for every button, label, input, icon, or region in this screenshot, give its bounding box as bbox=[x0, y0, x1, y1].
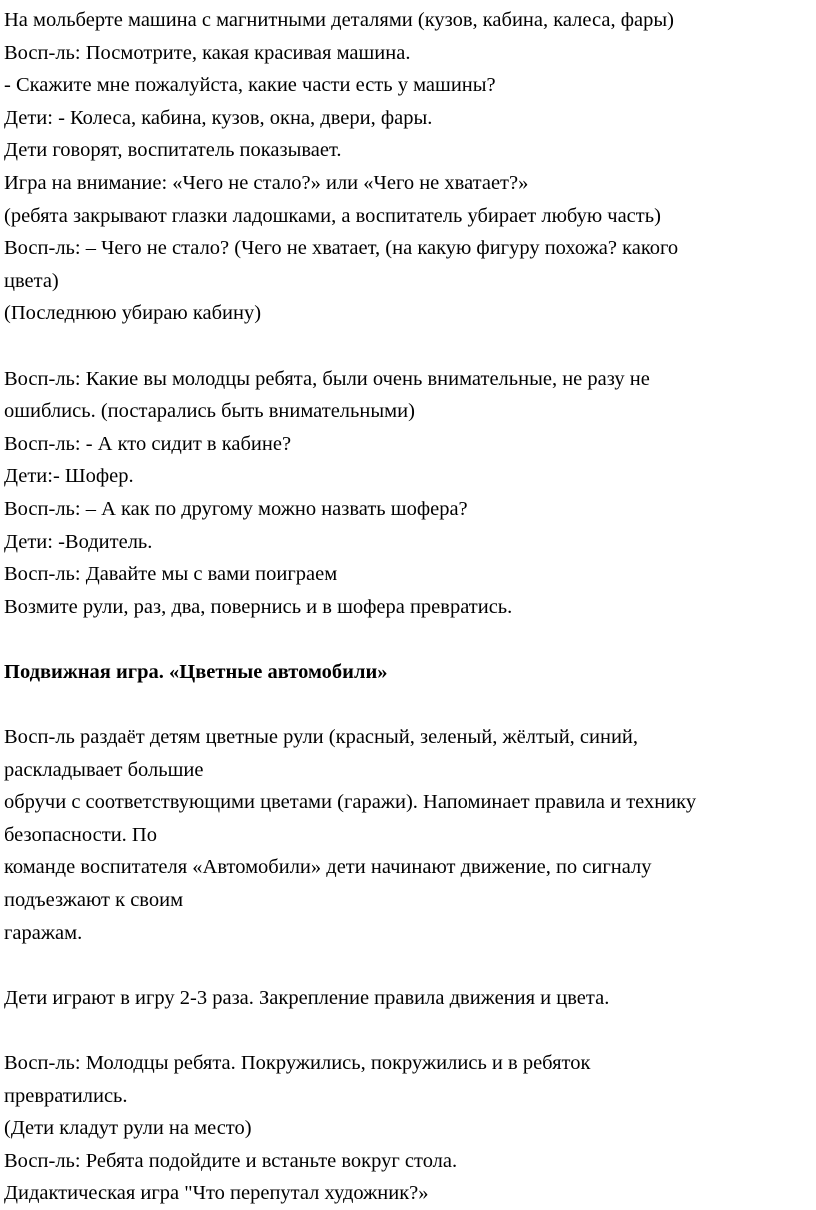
text-line: Дети:- Шофер. bbox=[4, 465, 134, 488]
text-line: Восп-ль: Какие вы молодцы ребята, были очень внимательные, не разу не bbox=[4, 367, 650, 390]
text-line: раскладывает большие bbox=[4, 758, 204, 781]
text-line: Восп-ль раздаёт детям цветные рули (красный, зеленый, жёлтый, синий, bbox=[4, 726, 639, 749]
text-line: цвета) bbox=[4, 269, 59, 292]
text-line: Восп-ль: Давайте мы с вами поиграем bbox=[4, 563, 338, 586]
text-line: Восп-ль: – А как по другому можно назвать шофера? bbox=[4, 497, 468, 520]
blank-line bbox=[4, 949, 810, 982]
text-line: Восп-ль: – Чего не стало? (Чего не хватает, (на какую фигуру похожа? какого bbox=[4, 237, 679, 260]
text-line: Возмите рули, раз, два, повернись и в шофера превратись. bbox=[4, 595, 513, 618]
text-line: подъезжают к своим bbox=[4, 889, 184, 912]
text-line: Дети играют в игру 2-3 раза. Закрепление правила движения и цвета. bbox=[4, 986, 610, 1009]
text-line: безопасности. По bbox=[4, 823, 157, 846]
text-line: превратились. bbox=[4, 1084, 128, 1107]
text-line: обручи с соответствующими цветами (гаражи). Напоминает правила и технику bbox=[4, 791, 697, 814]
text-line: Дети: - Колеса, кабина, кузов, окна, двери, фары. bbox=[4, 106, 433, 129]
text-line: Восп-ль: - А кто сидит в кабине? bbox=[4, 432, 292, 455]
text-line: Дети говорят, воспитатель показывает. bbox=[4, 139, 342, 162]
text-line: (Последнюю убираю кабину) bbox=[4, 302, 262, 325]
text-line: Дидактическая игра "Что перепутал художник?» bbox=[4, 1182, 429, 1205]
text-line: ошиблись. (постарались быть внимательными) bbox=[4, 400, 415, 423]
text-line: (Дети кладут рули на место) bbox=[4, 1117, 252, 1140]
text-line: Восп-ль: Посмотрите, какая красивая машина. bbox=[4, 41, 411, 64]
text-line: (ребята закрывают глазки ладошками, а воспитатель убирает любую часть) bbox=[4, 204, 661, 227]
text-line: Игра на внимание: «Чего не стало?» или «Чего не хватает?» bbox=[4, 171, 529, 194]
text-line: Дети: -Водитель. bbox=[4, 530, 153, 553]
blank-line bbox=[4, 1014, 810, 1047]
text-line: команде воспитателя «Автомобили» дети начинают движение, по сигналу bbox=[4, 856, 652, 879]
blank-line bbox=[4, 623, 810, 656]
document-page bbox=[4, 4, 810, 1210]
text-line: Восп-ль: Ребята подойдите и встаньте вокруг стола. bbox=[4, 1149, 458, 1172]
text-line: - Скажите мне пожалуйста, какие части есть у машины? bbox=[4, 74, 496, 97]
blank-line bbox=[4, 330, 810, 363]
text-line: гаражам. bbox=[4, 921, 83, 944]
blank-line bbox=[4, 688, 810, 721]
text-line: Восп-ль: Молодцы ребята. Покружились, покружились и в ребяток bbox=[4, 1052, 591, 1074]
section-heading: Подвижная игра. «Цветные автомобили» bbox=[4, 660, 388, 683]
text-line: На мольберте машина с магнитными деталями (кузов, кабина, калеса, фары) bbox=[4, 9, 674, 31]
